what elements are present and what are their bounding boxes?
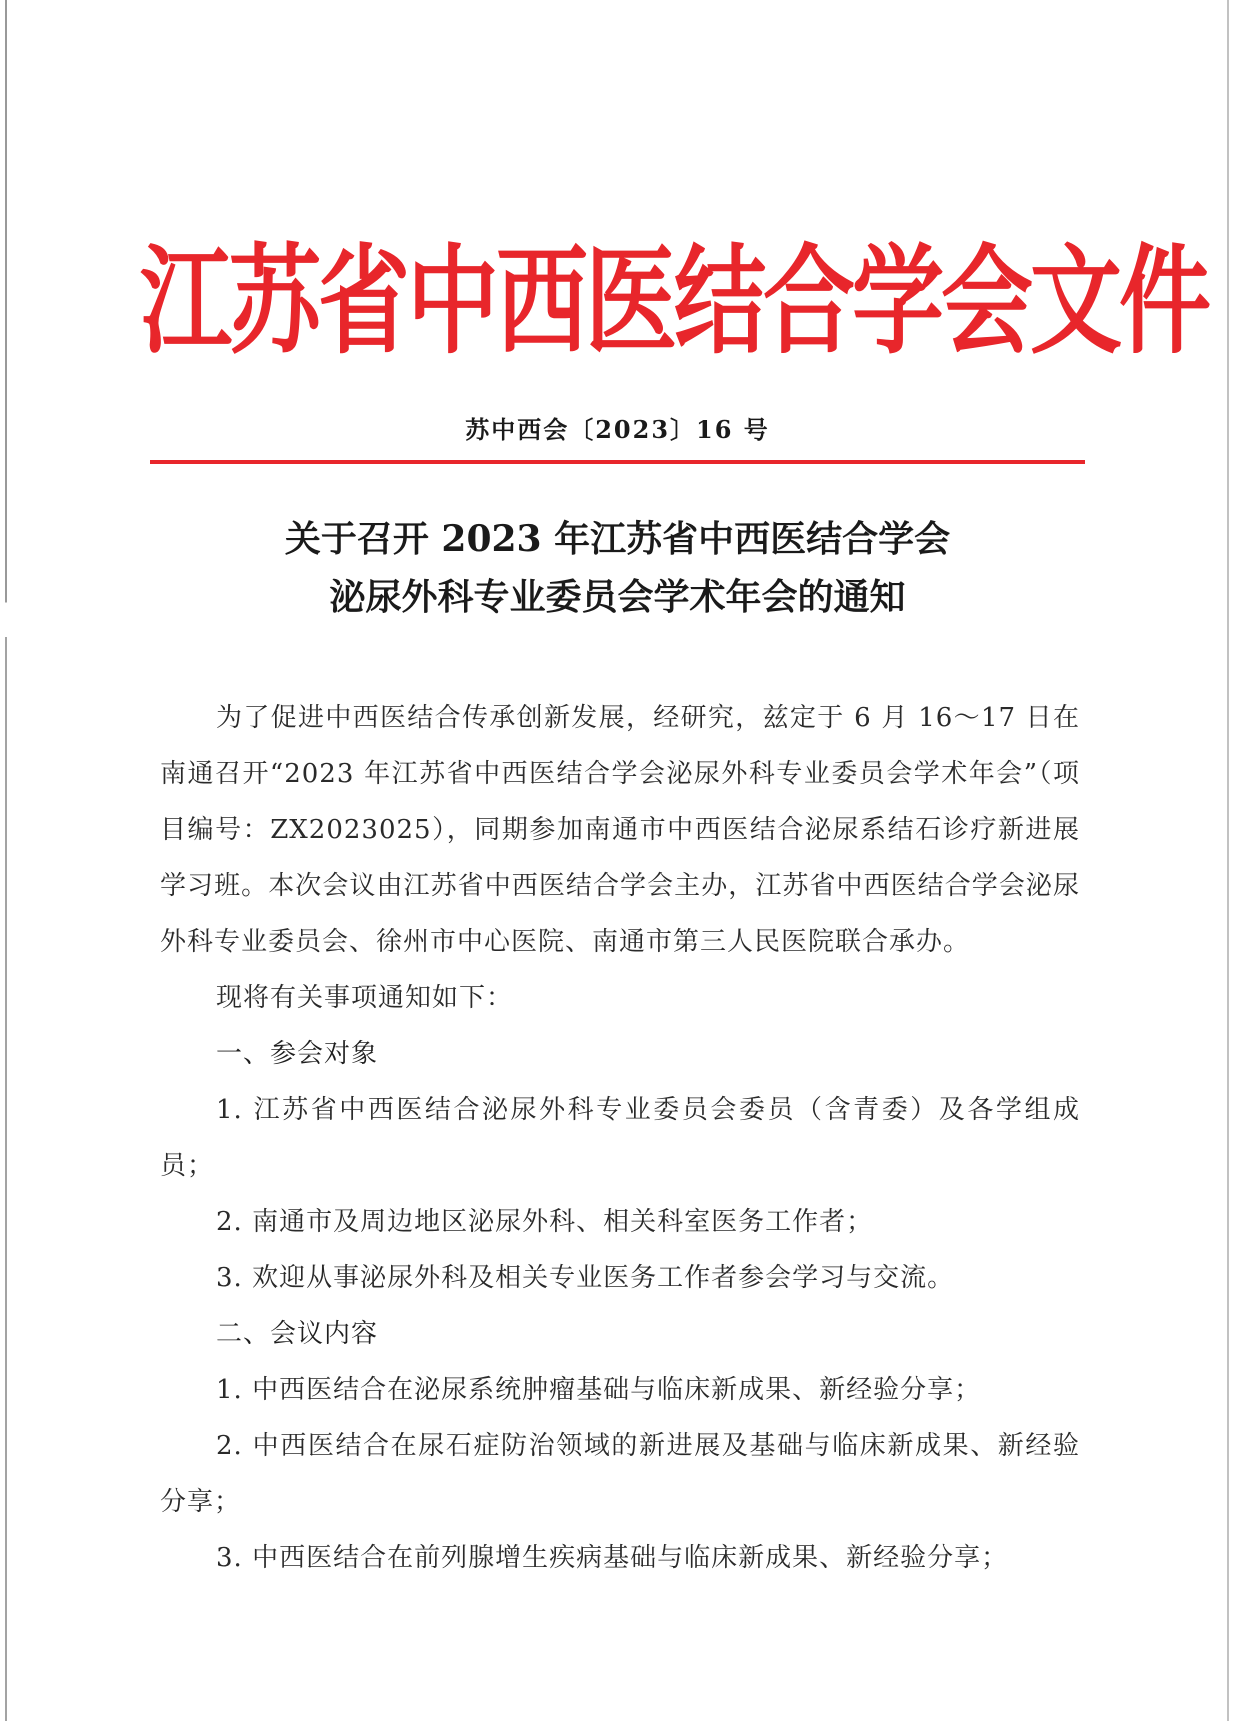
content-item: 3. 中西医结合在前列腺增生疾病基础与临床新成果、新经验分享； xyxy=(216,1543,1009,1573)
notice-lead: 现将有关事项通知如下： xyxy=(216,983,514,1013)
section-heading-content: 二、会议内容 xyxy=(216,1319,379,1349)
attendee-item: 3. 欢迎从事泌尿外科及相关专业医务工作者参会学习与交流。 xyxy=(216,1263,955,1293)
scan-edge-right xyxy=(1227,0,1229,1721)
document-number: 苏中西会〔2023〕16 号 xyxy=(465,415,770,444)
attendee-item: 1. 江苏省中西医结合泌尿外科专业委员会委员（含青委）及各学组成员； xyxy=(160,1095,1080,1181)
content-item: 2. 中西医结合在尿石症防治领域的新进展及基础与临床新成果、新经验分享； xyxy=(160,1431,1080,1517)
notice-title-line-2: 泌尿外科专业委员会学术年会的通知 xyxy=(329,576,906,618)
section-heading-attendees: 一、参会对象 xyxy=(216,1039,379,1069)
notice-body xyxy=(160,690,1080,1586)
masthead-title: 江苏省中西医结合学会文件 xyxy=(140,232,1209,371)
intro-paragraph: 为了促进中西医结合传承创新发展，经研究，兹定于 6 月 16～17 日在南通召开“2023 年江苏省中西医结合学会泌尿外科专业委员会学术年会”（项目编号：ZX2023025），同期参加南通市中西医结合泌尿系结石诊疗新进展学习班。本次会议由江苏省中西医结合学会主办，江苏省中西医结合学会泌尿外科专业委员会、徐州市中心医院、南通市第三人民医院联合承办。 xyxy=(160,703,1080,957)
attendee-item: 2. 南通市及周边地区泌尿外科、相关科室医务工作者； xyxy=(216,1207,874,1237)
content-item: 1. 中西医结合在泌尿系统肿瘤基础与临床新成果、新经验分享； xyxy=(216,1375,982,1405)
scan-edge-left xyxy=(5,0,7,1721)
notice-title-line-1: 关于召开 2023 年江苏省中西医结合学会 xyxy=(284,518,951,560)
notice-title xyxy=(0,510,1235,626)
red-divider-line xyxy=(150,460,1085,464)
